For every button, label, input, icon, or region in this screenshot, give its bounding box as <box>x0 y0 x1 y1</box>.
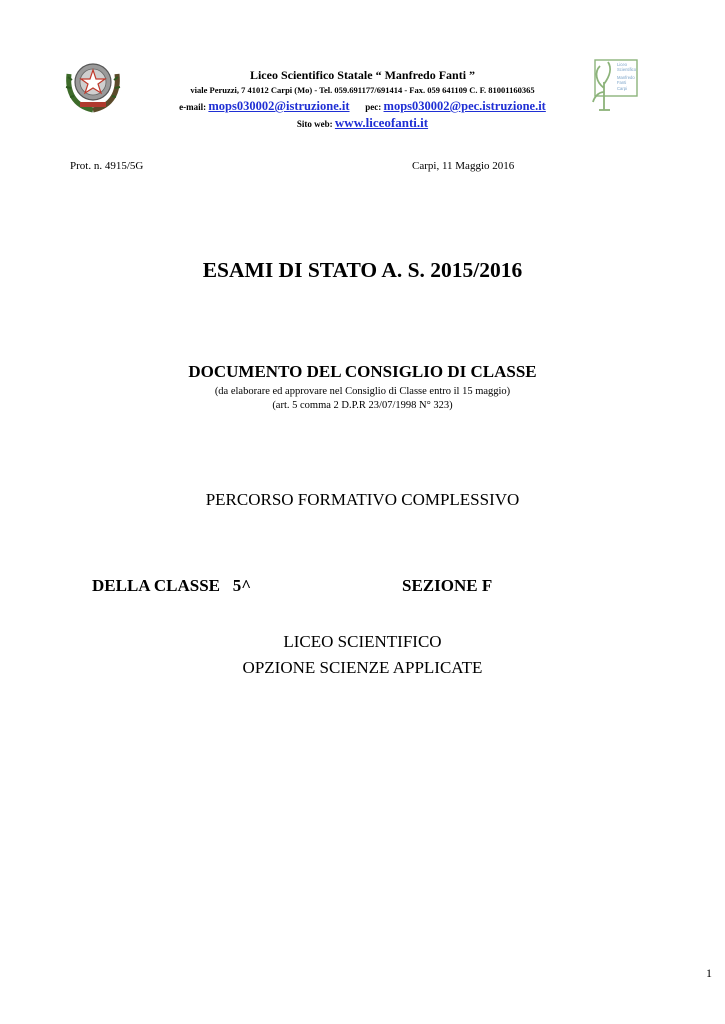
logo-text-2: Scientifico <box>617 67 637 72</box>
section-label: SEZIONE F <box>402 576 493 595</box>
logo-text-1: Liceo <box>617 62 628 67</box>
document-subtitle-2: (art. 5 comma 2 D.P.R 23/07/1998 N° 323) <box>272 400 453 411</box>
school-option: OPZIONE SCIENZE APPLICATE <box>242 658 483 677</box>
logo-text-3: Manfredo <box>617 75 635 80</box>
document-subtitle-1: (da elaborare ed approvare nel Consiglio di Classe entro il 15 maggio) <box>214 386 511 397</box>
document-title: DOCUMENTO DEL CONSIGLIO DI CLASSE <box>188 362 537 381</box>
email-label: e-mail: <box>179 102 207 112</box>
school-name: Liceo Scientifico Statale “ Manfredo Fanti ” <box>249 68 476 82</box>
email-line <box>0 99 725 114</box>
main-title: ESAMI DI STATO A. S. 2015/2016 <box>202 258 523 282</box>
school-address: viale Peruzzi, 7 41012 Carpi (Mo) - Tel. 059.691177/691414 - Fax. 059 641109 C. F. 81001160365 <box>190 85 535 95</box>
logo-text-5: Carpi <box>617 86 628 91</box>
logo-text-4: Fanti <box>617 80 627 85</box>
email-link[interactable]: mops030002@istruzione.it <box>208 99 350 113</box>
pec-link[interactable]: mops030002@pec.istruzione.it <box>383 99 546 113</box>
class-label: DELLA CLASSE 5^ <box>92 576 252 595</box>
website-label: Sito web: <box>296 119 333 129</box>
pec-label: pec: <box>365 102 382 112</box>
percorso-heading: PERCORSO FORMATIVO COMPLESSIVO <box>205 490 520 509</box>
document-date: Carpi, 11 Maggio 2016 <box>412 160 515 172</box>
protocol-number: Prot. n. 4915/5G <box>70 160 144 172</box>
school-type: LICEO SCIENTIFICO <box>283 632 442 651</box>
page-number: 1 <box>706 966 712 980</box>
website-link[interactable]: www.liceofanti.it <box>334 115 429 130</box>
website-line <box>0 115 725 131</box>
